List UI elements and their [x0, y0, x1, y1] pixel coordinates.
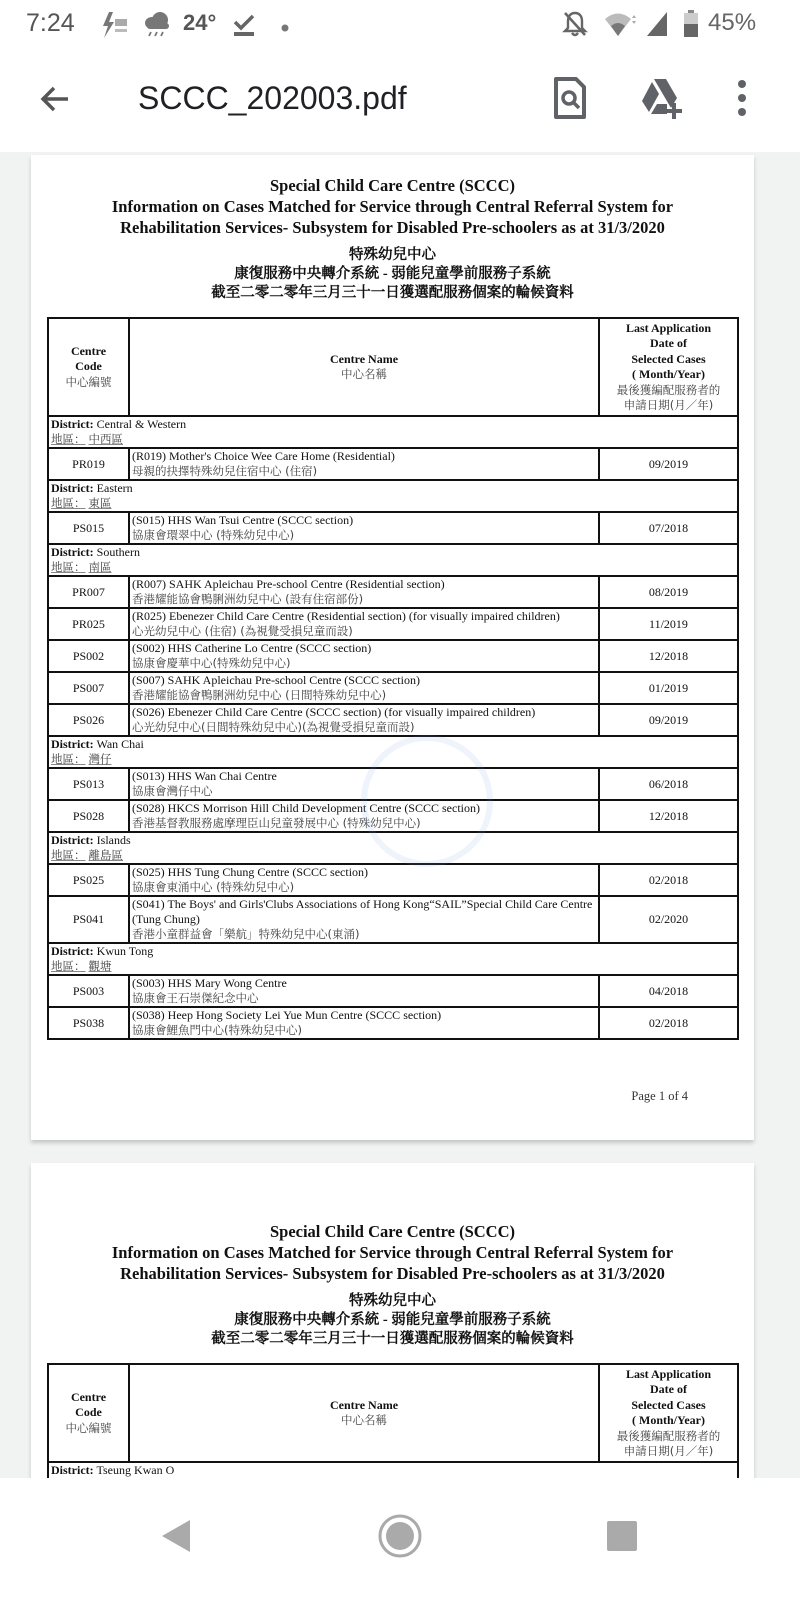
district-name: Eastern: [96, 481, 133, 495]
district-name-zh: 離島區: [88, 848, 123, 862]
centre-name-en: (R007) SAHK Apleichau Pre-school Centre (Residential section): [132, 577, 445, 591]
centre-name-zh: 心光幼兒中心 (住宿) (為視覺受損兒童而設): [132, 624, 353, 638]
table-row: [48, 896, 738, 943]
district-name-zh: 東區: [88, 496, 112, 510]
wifi-icon: [603, 10, 637, 44]
table-row: [48, 800, 738, 832]
district-cell: [48, 832, 738, 864]
district-row: [48, 943, 738, 975]
header-text-zh: 中心名稱: [341, 367, 387, 381]
pdf-viewer[interactable]: [0, 152, 800, 1478]
district-cell: [48, 544, 738, 576]
district-name-zh: 中西區: [88, 432, 123, 446]
pdf-page-1: [31, 155, 754, 1140]
table-row: [48, 1007, 738, 1039]
header-centre-code: [48, 318, 129, 416]
thunderstorm-warning-icon: [100, 10, 130, 46]
centre-name-en: (S002) HHS Catherine Lo Centre (SCCC section): [132, 641, 372, 655]
last-application-date: 09/2019: [599, 704, 738, 736]
heading-en-line: Rehabilitation Services- Subsystem for Disabled Pre-schoolers as at 31/3/2020: [120, 1264, 665, 1283]
centre-name-cell: [129, 896, 599, 943]
header-text-zh: 最後獲編配服務者的: [616, 382, 721, 397]
district-label-zh: 地區：: [51, 432, 86, 446]
page-number: Page 1 of 4: [631, 1089, 688, 1103]
district-cell: [48, 480, 738, 512]
find-in-document-icon: [546, 74, 594, 122]
centre-name-cell: [129, 608, 599, 640]
centre-name-en: (S003) HHS Mary Wong Centre: [132, 976, 287, 990]
page-heading: [31, 175, 754, 303]
centre-code: PS026: [48, 704, 129, 736]
centre-code: PS007: [48, 672, 129, 704]
status-temperature: 24°: [183, 10, 217, 35]
centre-name-zh: 協康會灣仔中心: [132, 784, 213, 798]
header-text: Centre: [70, 343, 107, 358]
battery-icon: [683, 9, 699, 45]
heading-zh-line: 特殊幼兒中心: [349, 247, 436, 263]
back-arrow-icon: [34, 78, 76, 120]
district-label: District:: [51, 944, 94, 958]
district-name: Wan Chai: [96, 737, 144, 751]
header-text: Last Application: [625, 320, 712, 335]
centre-name-zh: 香港小童群益會「樂航」特殊幼兒中心(東涌): [132, 927, 360, 941]
district-label: District:: [51, 417, 94, 431]
district-name-zh: 灣仔: [88, 752, 112, 766]
centre-name-en: (S026) Ebenezer Child Care Centre (SCCC section) (for visually impaired children): [132, 705, 536, 719]
last-application-date: 02/2018: [599, 864, 738, 896]
centre-name-en: (R025) Ebenezer Child Care Centre (Residential section) (for visually impaired children): [132, 609, 560, 623]
back-triangle-icon: [148, 1506, 208, 1566]
district-name: Southern: [96, 545, 140, 559]
last-application-date: 01/2019: [599, 672, 738, 704]
header-text: ( Month/Year): [632, 1413, 705, 1427]
header-text: Centre: [70, 1389, 107, 1404]
last-application-date: 06/2018: [599, 768, 738, 800]
last-application-date: 02/2020: [599, 896, 738, 943]
header-last-date: [599, 318, 738, 416]
battery-percent: 45%: [708, 9, 757, 36]
table-row: [48, 704, 738, 736]
nav-recents-button[interactable]: [591, 1506, 651, 1566]
header-last-date: [599, 1364, 738, 1462]
district-row: [48, 544, 738, 576]
header-text: Code: [75, 1405, 102, 1420]
document-title: SCCC_202003.pdf: [138, 80, 407, 116]
last-application-date: 12/2018: [599, 640, 738, 672]
find-in-document-button[interactable]: [546, 74, 594, 122]
centre-name-en: (S015) HHS Wan Tsui Centre (SCCC section): [132, 513, 354, 527]
district-label: District:: [51, 737, 94, 751]
district-label: District:: [51, 1463, 94, 1477]
district-name: Central & Western: [96, 417, 187, 431]
table-row: [48, 448, 738, 480]
add-to-drive-button[interactable]: [637, 74, 685, 122]
centre-name-zh: 協康會王石崇傑紀念中心: [132, 991, 259, 1005]
district-label: District:: [51, 833, 94, 847]
header-text: Centre Name: [329, 1397, 399, 1412]
centre-name-en: (S013) HHS Wan Chai Centre: [132, 769, 277, 783]
dot-icon: [280, 16, 290, 39]
heading-en-line: Information on Cases Matched for Service through Central Referral System for: [111, 197, 674, 216]
centre-code: PS025: [48, 864, 129, 896]
centre-code: PS013: [48, 768, 129, 800]
last-application-date: 04/2018: [599, 975, 738, 1007]
last-application-date: 07/2018: [599, 512, 738, 544]
last-application-date: 02/2018: [599, 1007, 738, 1039]
last-application-date: 09/2019: [599, 448, 738, 480]
heading-zh-line: 特殊幼兒中心: [349, 1293, 436, 1309]
table-row: [48, 864, 738, 896]
district-label: District:: [51, 545, 94, 559]
table-body: [48, 416, 738, 1039]
heading-zh-line: 截至二零二零年三月三十一日獲選配服務個案的輪候資料: [211, 1331, 574, 1347]
centre-code: PS028: [48, 800, 129, 832]
centre-name-zh: 協康會慶華中心(特殊幼兒中心): [132, 656, 291, 670]
download-done-icon: [232, 12, 256, 44]
header-text: Selected Cases: [631, 351, 706, 366]
centre-code: PS041: [48, 896, 129, 943]
table-row: [48, 672, 738, 704]
centre-name-en: (S025) HHS Tung Chung Centre (SCCC section): [132, 865, 369, 879]
district-name: Tseung Kwan O: [96, 1463, 175, 1477]
centre-name-cell: [129, 975, 599, 1007]
district-cell: [48, 416, 738, 448]
heading-en-line: Special Child Care Centre (SCCC): [269, 176, 516, 195]
centre-name-cell: [129, 576, 599, 608]
status-time: 7:24: [26, 9, 75, 37]
recents-square-icon: [591, 1506, 651, 1566]
district-row: [48, 736, 738, 768]
centre-name-zh: 香港基督教服務處摩理臣山兒童發展中心 (特殊幼兒中心): [132, 816, 421, 830]
header-text: Date of: [650, 336, 687, 350]
centre-code: PS002: [48, 640, 129, 672]
table-row: [48, 512, 738, 544]
table-row: [48, 608, 738, 640]
table-row: [48, 576, 738, 608]
status-bar: [0, 0, 800, 50]
header-text-zh: 申請日期(月／年): [623, 1444, 714, 1458]
district-cell: [48, 943, 738, 975]
header-text-zh: 申請日期(月／年): [623, 398, 714, 412]
last-application-date: 08/2019: [599, 576, 738, 608]
header-text-zh: 中心名稱: [341, 1413, 387, 1427]
centre-name-cell: [129, 704, 599, 736]
last-application-date: 11/2019: [599, 608, 738, 640]
centre-name-en: (S007) SAHK Apleichau Pre-school Centre (SCCC section): [132, 673, 420, 687]
header-text-zh: 中心編號: [65, 1420, 112, 1435]
centre-name-zh: 母親的抉擇特殊幼兒住宿中心 (住宿): [132, 464, 318, 478]
system-nav-bar: [0, 1478, 800, 1600]
centre-code: PS003: [48, 975, 129, 1007]
centre-code: PS038: [48, 1007, 129, 1039]
header-text: Code: [75, 359, 102, 374]
centre-name-cell: [129, 768, 599, 800]
centre-code: PR019: [48, 448, 129, 480]
header-text: Selected Cases: [631, 1397, 706, 1412]
centres-table: [47, 1363, 739, 1478]
district-row: [48, 1462, 738, 1478]
home-circle-icon: [370, 1506, 430, 1566]
centre-name-cell: [129, 1007, 599, 1039]
district-label: District:: [51, 481, 94, 495]
more-vert-icon: [718, 74, 766, 122]
header-text: Centre Name: [329, 351, 399, 366]
signal-icon: [645, 10, 669, 44]
centre-code: PS015: [48, 512, 129, 544]
header-text-zh: 中心編號: [65, 374, 112, 389]
header-centre-name: [129, 318, 599, 416]
heading-en-line: Rehabilitation Services- Subsystem for Disabled Pre-schoolers as at 31/3/2020: [120, 218, 665, 237]
district-row: [48, 480, 738, 512]
pdf-page-2: [31, 1163, 754, 1478]
table-header-row: [48, 1364, 738, 1462]
table-header-row: [48, 318, 738, 416]
page-heading: [31, 1221, 754, 1349]
centre-name-zh: 協康會鯉魚門中心(特殊幼兒中心): [132, 1023, 302, 1037]
district-name-zh: 觀塘: [88, 959, 112, 973]
centre-name-cell: [129, 864, 599, 896]
header-text: ( Month/Year): [632, 367, 705, 381]
heading-en-line: Information on Cases Matched for Service through Central Referral System for: [111, 1243, 674, 1262]
district-name-zh: 南區: [88, 560, 112, 574]
rain-cloud-icon: [142, 10, 172, 44]
app-bar: [0, 50, 800, 153]
header-text: Date of: [650, 1382, 687, 1396]
district-cell: [48, 736, 738, 768]
centre-name-cell: [129, 448, 599, 480]
header-text-zh: 最後獲編配服務者的: [616, 1428, 721, 1443]
centre-name-zh: 心光幼兒中心(日間特殊幼兒中心)(為視覺受損兒童而設): [132, 720, 415, 734]
district-label-zh: 地區：: [51, 752, 86, 766]
centre-code: PR025: [48, 608, 129, 640]
centre-name-zh: 香港耀能協會鴨脷洲幼兒中心 (設有住宿部份): [132, 592, 364, 606]
centre-name-en: (R019) Mother's Choice Wee Care Home (Residential): [132, 449, 395, 463]
centre-name-zh: 香港耀能協會鴨脷洲幼兒中心 (日間特殊幼兒中心): [132, 688, 387, 702]
centre-name-cell: [129, 512, 599, 544]
centre-name-en: (S028) HKCS Morrison Hill Child Development Centre (SCCC section): [132, 801, 480, 815]
back-button[interactable]: [34, 78, 76, 120]
table-row: [48, 975, 738, 1007]
header-centre-code: [48, 1364, 129, 1462]
district-row: [48, 832, 738, 864]
last-application-date: 12/2018: [599, 800, 738, 832]
district-name: Kwun Tong: [96, 944, 154, 958]
centre-name-zh: 協康會環翠中心 (特殊幼兒中心): [132, 528, 295, 542]
centre-name-en: (S041) The Boys' and Girls'Clubs Associations of Hong Kong“SAIL”Special Child Care Centre (Tung Chung): [132, 897, 593, 926]
heading-en-line: Special Child Care Centre (SCCC): [269, 1222, 516, 1241]
add-to-drive-icon: [637, 74, 685, 122]
centre-name-cell: [129, 672, 599, 704]
centre-name-zh: 協康會東涌中心 (特殊幼兒中心): [132, 880, 295, 894]
district-name: Islands: [96, 833, 131, 847]
more-options-button[interactable]: [718, 74, 766, 122]
centre-name-cell: [129, 800, 599, 832]
district-label-zh: 地區：: [51, 560, 86, 574]
district-label-zh: 地區：: [51, 959, 86, 973]
centre-name-en: (S038) Heep Hong Society Lei Yue Mun Centre (SCCC section): [132, 1008, 442, 1022]
centre-name-cell: [129, 640, 599, 672]
heading-zh-line: 康復服務中央轉介系統 - 弱能兒童學前服務子系統: [234, 1312, 551, 1328]
district-label-zh: 地區：: [51, 496, 86, 510]
table-row: [48, 640, 738, 672]
heading-zh-line: 康復服務中央轉介系統 - 弱能兒童學前服務子系統: [234, 266, 551, 282]
header-text: Last Application: [625, 1366, 712, 1381]
district-label-zh: 地區：: [51, 848, 86, 862]
table-row: [48, 768, 738, 800]
nav-back-button[interactable]: [148, 1506, 208, 1566]
heading-zh-line: 截至二零二零年三月三十一日獲選配服務個案的輪候資料: [211, 285, 574, 301]
notifications-off-icon: [562, 10, 588, 44]
centres-table: [47, 317, 739, 1040]
nav-home-button[interactable]: [370, 1506, 430, 1566]
header-centre-name: [129, 1364, 599, 1462]
centre-code: PR007: [48, 576, 129, 608]
district-row: [48, 416, 738, 448]
district-cell: [48, 1462, 738, 1478]
